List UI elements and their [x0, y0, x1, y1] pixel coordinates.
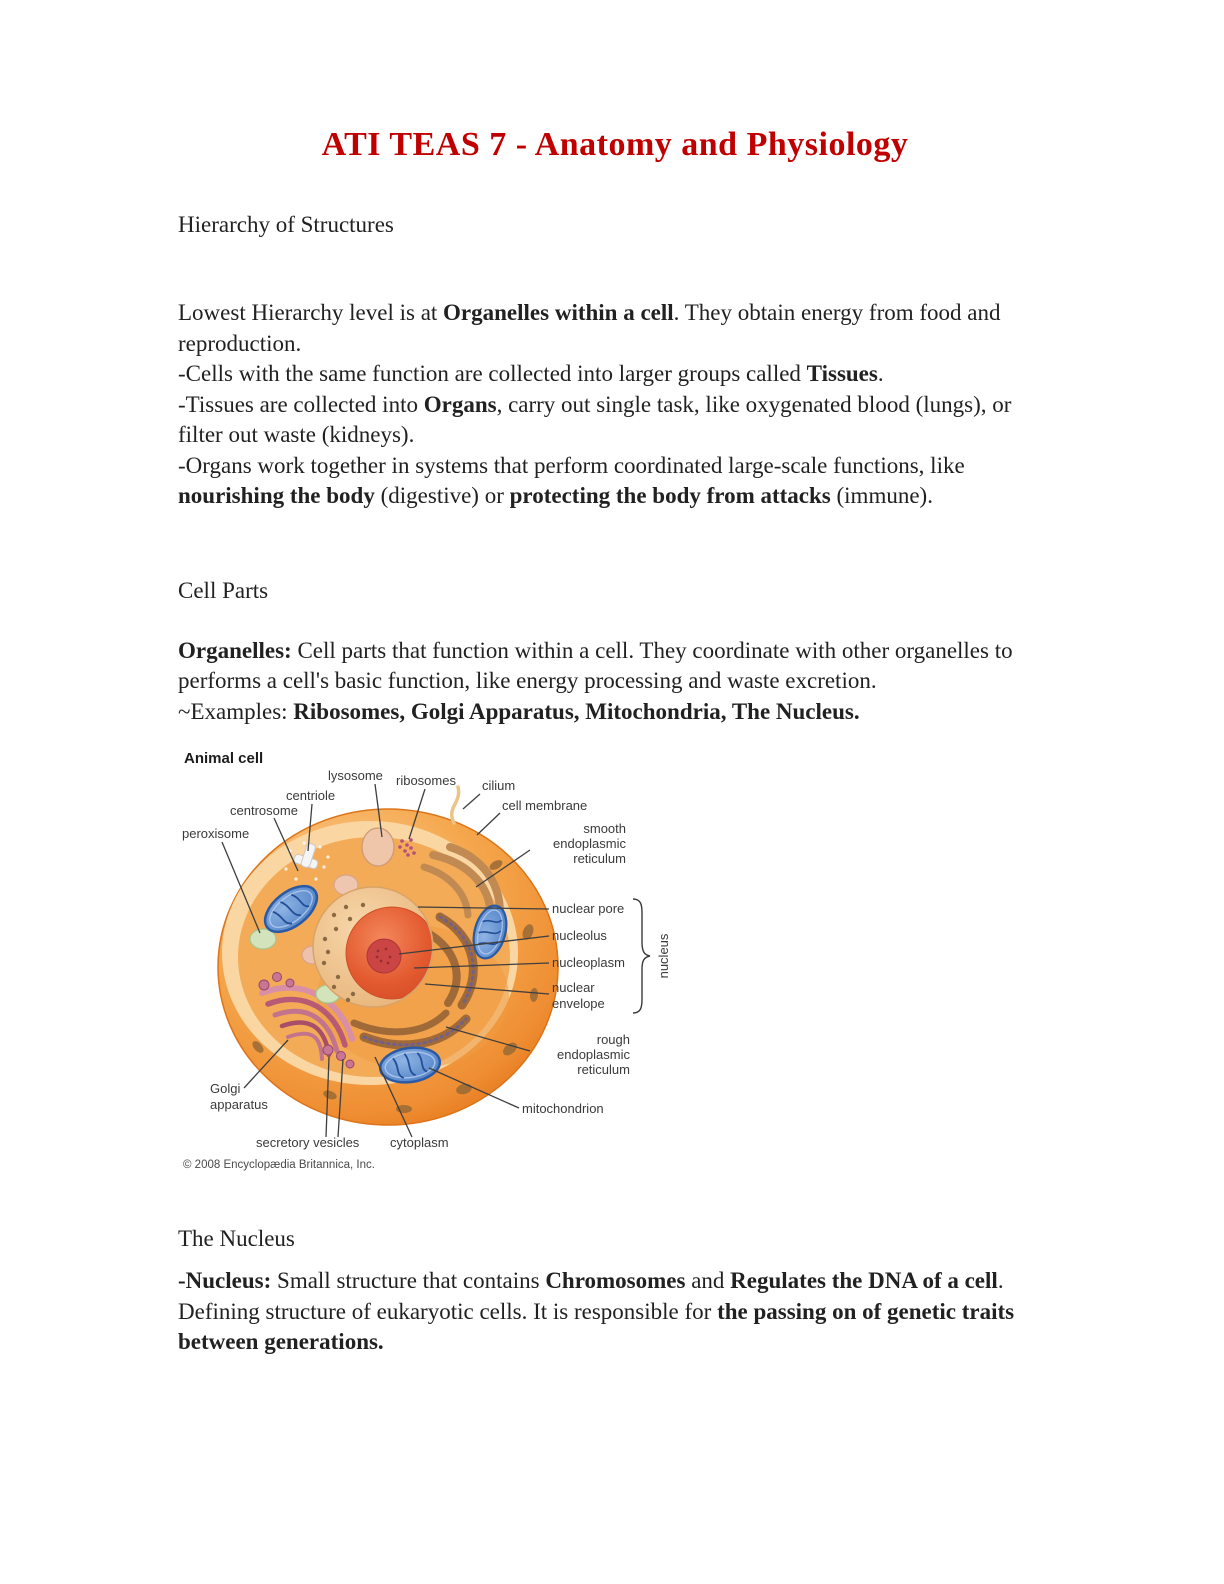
paragraph: Lowest Hierarchy level is at Organelles within a cell. They obtain energy from food and reproduction.: [178, 300, 1001, 356]
figure-copyright: © 2008 Encyclopædia Britannica, Inc.: [183, 1159, 375, 1171]
paragraph: ~Examples: Ribosomes, Golgi Apparatus, Mitochondria, The Nucleus.: [178, 698, 860, 724]
label-ribosomes: ribosomes: [396, 773, 456, 788]
label-nucleoplasm: nucleoplasm: [552, 955, 625, 970]
label-golgi-line2: apparatus: [210, 1097, 268, 1112]
label-centriole: centriole: [286, 788, 336, 803]
paragraph: -Tissues are collected into Organs, carry out single task, like oxygenated blood (lungs), or filter out waste (kidneys).: [178, 391, 1012, 447]
paragraph: -Cells with the same function are collected into larger groups called Tissues.: [178, 361, 884, 386]
section-heading-nucleus: The Nucleus: [178, 1226, 295, 1251]
paragraph: -Organs work together in systems that perform coordinated large-scale functions, like nourishing the body (digestive) or protecting the body from attacks (immune).: [178, 452, 965, 508]
animal-cell-figure: [178, 747, 1052, 1172]
label-nucleus-bracket: nucleus: [656, 933, 671, 979]
label-smooth-er-line3: reticulum: [573, 851, 626, 866]
paragraph: Organelles: Cell parts that function within a cell. They coordinate with other organelles to performs a cell's basic function, like energy processing and waste excretion.: [178, 637, 1013, 693]
label-mitochondrion: mitochondrion: [522, 1101, 604, 1116]
animal-cell-diagram: [178, 747, 683, 1172]
label-rough-er-line3: reticulum: [577, 1062, 630, 1077]
label-lysosome: lysosome: [328, 768, 383, 783]
label-cell-membrane: cell membrane: [502, 798, 588, 813]
cell-parts-paragraphs: [178, 636, 1052, 728]
label-nuclear-envelope-line1: nuclear: [552, 980, 595, 995]
label-nucleolus: nucleolus: [552, 928, 607, 943]
label-centrosome: centrosome: [230, 803, 298, 818]
nucleus-bracket: [633, 899, 650, 1013]
hierarchy-paragraphs: [178, 298, 1052, 512]
label-peroxisome: peroxisome: [182, 826, 250, 841]
section-heading-cell-parts: Cell Parts: [178, 577, 269, 603]
page-title: ATI TEAS 7 - Anatomy and Physiology: [321, 126, 909, 163]
label-smooth-er-line2: endoplasmic: [553, 836, 626, 851]
nucleolus-body: [367, 939, 401, 973]
label-nuclear-pore: nuclear pore: [552, 901, 625, 916]
section-heading-hierarchy: Hierarchy of Structures: [178, 212, 394, 237]
label-golgi-line1: Golgi: [210, 1081, 241, 1096]
label-cytoplasm: cytoplasm: [390, 1135, 449, 1150]
label-smooth-er-line1: smooth: [583, 821, 626, 836]
label-rough-er-line1: rough: [596, 1032, 630, 1047]
cilium-body: [452, 787, 459, 823]
figure-title: Animal cell: [184, 750, 264, 767]
label-secretory-vesicles: secretory vesicles: [256, 1135, 360, 1150]
paragraph: -Nucleus: Small structure that contains Chromosomes and Regulates the DNA of a cell. Defining structure of eukaryotic cells. It is responsible for the passing on of genetic traits between generations.: [178, 1268, 1015, 1354]
label-cilium: cilium: [482, 778, 516, 793]
label-nuclear-envelope-line2: envelope: [552, 996, 605, 1011]
lysosome-body: [362, 828, 394, 866]
label-rough-er-line2: endoplasmic: [557, 1047, 630, 1062]
nucleus-paragraphs: [178, 1266, 1052, 1358]
